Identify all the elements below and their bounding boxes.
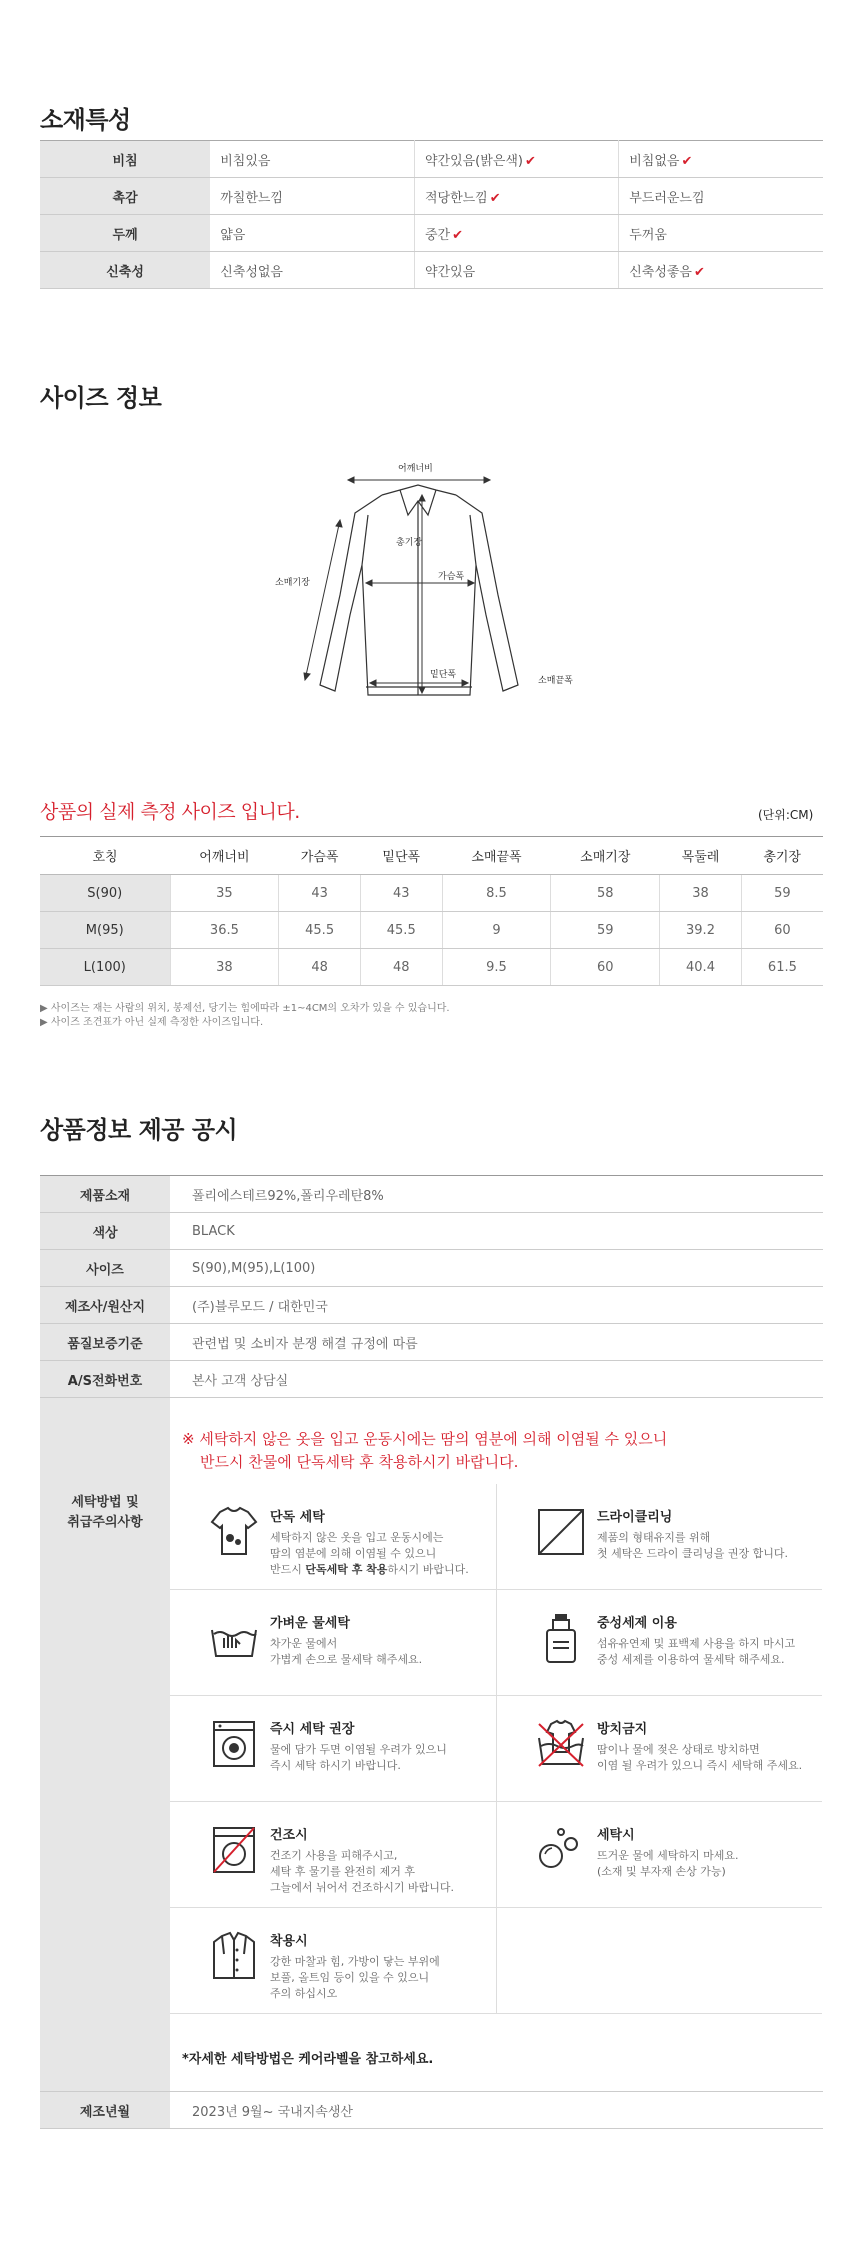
fabric-row-label: 두께 <box>40 215 210 252</box>
fabric-option-text: 까칠한느낌 <box>220 190 283 206</box>
fabric-option-text: 신축성좋음 <box>629 264 692 280</box>
fabric-option-text: 적당한느낌 <box>424 190 488 206</box>
size-row-label: L(100) <box>40 949 170 986</box>
info-value: 본사 고객 상담실 <box>170 1361 823 1398</box>
wash-item-title: 중성세제 이용 <box>597 1616 677 1631</box>
size-cell: 45.5 <box>360 912 442 949</box>
fabric-option-text: 비침없음 <box>629 153 680 169</box>
size-cell: 60 <box>551 949 660 986</box>
fabric-option <box>210 252 414 289</box>
no-dryer-icon <box>206 1822 262 1878</box>
checkmark-icon: ✔ <box>681 153 693 169</box>
diagram-label-cuff: 소매끝폭 <box>538 676 573 686</box>
jacket-outline-svg <box>270 455 590 735</box>
wash-item-title: 즉시 세탁 권장 <box>270 1722 355 1737</box>
size-cell: 9.5 <box>442 949 551 986</box>
fabric-row-label: 비침 <box>40 141 210 178</box>
size-cell: 59 <box>551 912 660 949</box>
wash-row <box>40 1398 823 2092</box>
size-row-label: M(95) <box>40 912 170 949</box>
detergent-icon <box>533 1610 589 1666</box>
size-row-label: S(90) <box>40 875 170 912</box>
fabric-option <box>619 141 823 178</box>
wash-item <box>496 1696 822 1802</box>
fabric-option-text: 중간 <box>424 227 451 243</box>
wash-item-desc-post: 하시기 바랍니다. <box>387 1563 469 1576</box>
size-cell: 60 <box>741 912 823 949</box>
wash-item-desc-pre: 세탁하지 않은 옷을 입고 운동시에는 땀의 염분에 의해 이염될 수 있으니 반드시 <box>270 1531 444 1576</box>
wash-item-title: 방치금지 <box>597 1722 648 1737</box>
fabric-option <box>619 178 823 215</box>
wash-item-desc: 제품의 형태유지를 위해 첫 세탁은 드라이 클리닝을 권장 합니다. <box>597 1531 788 1560</box>
wash-item-title: 건조시 <box>270 1828 308 1843</box>
diagram-label-hem: 밑단폭 <box>430 670 457 680</box>
info-value: 폴리에스테르92%,폴리우레탄8% <box>170 1176 823 1213</box>
wash-item-desc: 뜨거운 물에 세탁하지 마세요. (소재 및 부자재 손상 가능) <box>597 1849 739 1878</box>
info-value: 관련법 및 소비자 분쟁 해결 규정에 따름 <box>170 1324 823 1361</box>
size-note-2: ▶ 사이즈 조견표가 아닌 실제 측정한 사이즈입니다. <box>40 1017 264 1028</box>
diagram-label-shoulder: 어깨너비 <box>398 464 433 474</box>
product-info-title: 상품정보 제공 공시 <box>40 1116 238 1144</box>
tshirt-wash-icon <box>206 1504 262 1560</box>
wash-item-empty <box>496 1908 822 2014</box>
size-cell: 40.4 <box>660 949 742 986</box>
wash-item-desc: 강한 마찰과 힘, 가방이 닿는 부위에 보풀, 올트임 등이 있을 수 있으니 주의 하십시오 <box>270 1955 440 2000</box>
checkmark-icon: ✔ <box>525 153 536 169</box>
mfg-row <box>40 2092 823 2129</box>
size-column-header: 가슴폭 <box>279 837 361 875</box>
size-cell: 9 <box>442 912 551 949</box>
wash-item-desc: 물에 담가 두면 이염될 우려가 있으니 즉시 세탁 하시기 바랍니다. <box>270 1743 447 1772</box>
dry-clean-icon <box>533 1504 589 1560</box>
fabric-row <box>40 141 823 178</box>
wash-item-desc: 건조기 사용을 피해주시고, 세탁 후 물기를 완전히 제거 후 그늘에서 뉘어서 건조하시기 바랍니다. <box>270 1849 455 1894</box>
wash-item-title: 착용시 <box>270 1934 308 1949</box>
wash-item-title: 드라이클리닝 <box>597 1510 673 1525</box>
size-cell: 58 <box>551 875 660 912</box>
fabric-option-text: 부드러운느낌 <box>629 190 705 206</box>
size-cell: 8.5 <box>442 875 551 912</box>
wash-label-line2: 취급주의사항 <box>67 1515 143 1530</box>
info-label: A/S전화번호 <box>40 1361 170 1398</box>
info-label: 사이즈 <box>40 1250 170 1287</box>
wash-item <box>170 1484 496 1590</box>
fabric-option <box>210 215 414 252</box>
bubbles-icon <box>533 1822 589 1878</box>
size-column-header: 목둘레 <box>660 837 742 875</box>
size-cell: 59 <box>741 875 823 912</box>
size-row <box>40 949 823 986</box>
size-cell: 43 <box>279 875 361 912</box>
size-cell: 38 <box>170 949 279 986</box>
wash-panel <box>170 1398 823 2091</box>
info-value: S(90),M(95),L(100) <box>170 1250 823 1287</box>
hand-wash-icon <box>206 1610 262 1666</box>
size-info-title: 사이즈 정보 <box>40 384 162 412</box>
diagram-label-chest: 가슴폭 <box>438 572 465 582</box>
wash-warning-line1: ※ 세탁하지 않은 옷을 입고 운동시에는 땀의 염분에 의해 이염될 수 있으니 <box>182 1430 668 1448</box>
fabric-option <box>210 141 414 178</box>
fabric-row <box>40 252 823 289</box>
fabric-option-text: 약간있음(밝은색) <box>424 153 524 169</box>
info-value: BLACK <box>170 1213 823 1250</box>
size-column-header: 소매기장 <box>551 837 660 875</box>
wash-item-desc-bold: 단독세탁 후 착용 <box>305 1563 388 1576</box>
no-soak-icon <box>533 1716 589 1772</box>
info-label: 제품소재 <box>40 1176 170 1213</box>
info-row <box>40 1324 823 1361</box>
wash-warning-line2: 반드시 찬물에 단독세탁 후 착용하시기 바랍니다. <box>200 1453 519 1471</box>
info-row <box>40 1250 823 1287</box>
checkmark-icon: ✔ <box>694 264 705 280</box>
size-column-header: 호칭 <box>40 837 170 875</box>
fabric-row-label: 신축성 <box>40 252 210 289</box>
wash-item-title: 단독 세탁 <box>270 1510 325 1525</box>
size-column-header: 어깨너비 <box>170 837 279 875</box>
size-cell: 43 <box>360 875 442 912</box>
size-row <box>40 912 823 949</box>
info-label: 품질보증기준 <box>40 1324 170 1361</box>
fabric-option <box>619 215 823 252</box>
fabric-option <box>414 141 618 178</box>
size-column-header: 밑단폭 <box>360 837 442 875</box>
wash-item <box>170 1802 496 1908</box>
fabric-option <box>210 178 414 215</box>
wash-label-line1: 세탁방법 및 <box>71 1495 139 1510</box>
size-cell: 45.5 <box>279 912 361 949</box>
size-cell: 48 <box>279 949 361 986</box>
size-table <box>40 836 823 986</box>
size-unit: (단위:CM) <box>758 808 814 822</box>
size-cell: 61.5 <box>741 949 823 986</box>
wash-item <box>496 1590 822 1696</box>
size-cell: 48 <box>360 949 442 986</box>
wash-item-title: 세탁시 <box>597 1828 635 1843</box>
product-info-table <box>40 1175 823 2129</box>
fabric-option-text: 얇음 <box>220 227 246 243</box>
info-label: 제조사/원산지 <box>40 1287 170 1324</box>
jacket-size-diagram <box>270 455 590 735</box>
info-label: 색상 <box>40 1213 170 1250</box>
size-headline: 상품의 실제 측정 사이즈 입니다. <box>40 801 300 823</box>
info-label: 제조년월 <box>40 2092 170 2129</box>
info-value: (주)블루모드 / 대한민국 <box>170 1287 823 1324</box>
info-row <box>40 1287 823 1324</box>
wash-item-desc: 차가운 물에서 가볍게 손으로 물세탁 해주세요. <box>270 1637 423 1666</box>
fabric-option-text: 비침있음 <box>220 153 271 169</box>
wash-item-desc: 땀이나 물에 젖은 상태로 방치하면 이염 될 우려가 있으니 즉시 세탁해 주세요. <box>597 1743 803 1772</box>
fabric-option <box>414 252 618 289</box>
fabric-title: 소재특성 <box>40 106 131 134</box>
size-cell: 36.5 <box>170 912 279 949</box>
fabric-option <box>414 178 618 215</box>
size-cell: 38 <box>660 875 742 912</box>
fabric-option-text: 신축성없음 <box>220 264 283 280</box>
diagram-label-sleeve: 소매기장 <box>275 578 310 588</box>
wash-item <box>496 1802 822 1908</box>
diagram-label-length: 총기장 <box>396 538 423 548</box>
size-cell: 39.2 <box>660 912 742 949</box>
wash-item-title: 가벼운 물세탁 <box>270 1616 350 1631</box>
size-row <box>40 875 823 912</box>
wash-content <box>170 1398 823 2092</box>
fabric-table <box>40 140 823 289</box>
size-note-1: ▶ 사이즈는 재는 사람의 위치, 봉제선, 당기는 힘에따라 ±1~4CM의 오차가 있을 수 있습니다. <box>40 1003 450 1014</box>
fabric-row-label: 촉감 <box>40 178 210 215</box>
washing-machine-icon <box>206 1716 262 1772</box>
wash-item <box>170 1696 496 1802</box>
fabric-row <box>40 215 823 252</box>
fabric-row <box>40 178 823 215</box>
fabric-option <box>414 215 618 252</box>
wash-warning <box>182 1428 667 1474</box>
fabric-option-text: 두꺼움 <box>629 227 667 243</box>
info-row <box>40 1176 823 1213</box>
wash-item-desc: 섬유유연제 및 표백제 사용을 하지 마시고 중성 세제를 이용하여 물세탁 해주세요. <box>597 1637 796 1666</box>
info-row <box>40 1361 823 1398</box>
checkmark-icon: ✔ <box>489 190 501 206</box>
info-row <box>40 1213 823 1250</box>
size-cell: 35 <box>170 875 279 912</box>
wash-item <box>496 1484 822 1590</box>
fabric-option-text: 약간있음 <box>424 264 476 280</box>
wash-item-desc <box>270 1530 495 1578</box>
size-column-header: 총기장 <box>741 837 823 875</box>
checkmark-icon: ✔ <box>452 227 463 243</box>
size-column-header: 소매끝폭 <box>442 837 551 875</box>
info-value: 2023년 9월~ 국내지속생산 <box>170 2092 823 2129</box>
wash-footer-note: *자세한 세탁방법은 케어라벨을 참고하세요. <box>182 2052 434 2067</box>
wash-item <box>170 1908 496 2014</box>
fabric-option <box>619 252 823 289</box>
shirt-icon <box>206 1928 262 1984</box>
wash-item <box>170 1590 496 1696</box>
wash-label <box>40 1398 170 2092</box>
